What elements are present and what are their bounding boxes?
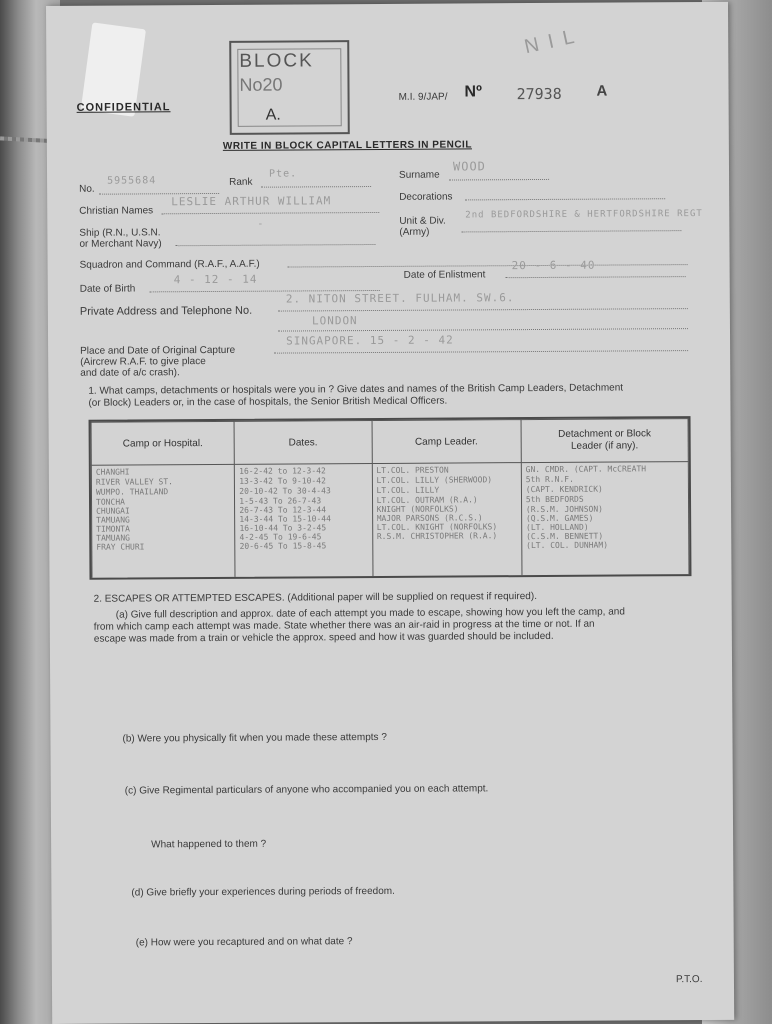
question1-line1: 1. What camps, detachments or hospitals were you in ? Give dates and names of the British Camp Leaders, Detachment [88,382,624,397]
leader-entry: LT.COL. LILLY [376,485,440,495]
question2a-line1: (a) Give full description and approx. date of each attempt you made to escape, showing how you left the camp, and [115,606,625,621]
enlistment-value: 20 - 6 - 40 [511,258,596,273]
surname-value: WOOD [452,159,486,174]
question2d: (d) Give briefly your experiences during periods of freedom. [131,885,395,899]
question2c-followup: What happened to them ? [151,838,267,851]
leader-entry: R.S.M. CHRISTOPHER (R.A.) [376,531,498,541]
question2e: (e) How were you recaptured and on what date ? [135,936,353,949]
decorations-label: Decorations [399,191,453,203]
date-entry: 13-3-42 To 9-10-42 [239,476,326,486]
address-value-line2: LONDON [311,314,358,328]
detachment-entry: 5th BEDFORDS [525,494,584,505]
leader-entry: LT.COL. LILLY (SHERWOOD) [376,475,493,485]
date-entry: 14-3-44 To 15-10-44 [239,514,331,524]
camp-entry: CHUNGAI [96,506,130,516]
block-stamp [229,40,350,135]
leader-entry: MAJOR PARSONS (R.C.S.) [376,513,483,523]
pto-label: P.T.O. [675,974,703,986]
detachment-entry: 5th R.N.F. [525,474,574,485]
christian-names-label: Christian Names [79,205,154,217]
document-number: 27938 [516,84,562,104]
detachment-entry: GN. CMDR. (CAPT. McCREATH [525,464,647,475]
capture-value: SINGAPORE. 15 - 2 - 42 [286,333,454,348]
ship-value: - [257,218,265,230]
question2-heading: 2. ESCAPES OR ATTEMPTED ESCAPES. (Additional paper will be supplied on request if required). [93,591,538,605]
camp-entry: TIMONTA [96,524,130,534]
leader-column [372,463,522,576]
document-number-suffix: A [596,82,608,100]
camp-entry: TONCHA [96,497,125,507]
pencil-mark: N I L [522,25,579,59]
dates-header: Dates. [234,421,372,465]
squadron-label: Squadron and Command (R.A.F., A.A.F.) [79,258,260,271]
unit-value: 2nd BEDFORDSHIRE & HERTFORDSHIRE REGT [465,208,703,221]
question1-line2: (or Block) Leaders or, in the case of hospitals, the Senior British Medical Officers. [88,395,448,409]
date-entry: 16-10-44 To 3-2-45 [239,523,327,533]
block-stamp-number: No20 [239,74,283,95]
ship-label: Ship (R.N., U.S.N. or Merchant Navy) [79,227,162,250]
detachment-entry: (LT. COL. DUNHAM) [526,540,609,551]
date-entry: 20-6-45 To 15-8-45 [239,541,327,551]
camp-column [91,464,235,577]
date-entry: 26-7-43 To 12-3-44 [239,505,327,515]
leader-entry: LT.COL. OUTRAM (R.A.) [376,495,478,505]
address-value: 2. NITON STREET. FULHAM. SW.6. [285,291,515,306]
camp-entry: RIVER VALLEY ST. [95,477,173,487]
christian-names-value: LESLIE ARTHUR WILLIAM [171,194,332,209]
mi-reference: M.I. 9/JAP/ [398,91,448,103]
detachment-column [521,462,689,576]
camp-entry: FRAY CHURI [96,542,145,552]
detachment-entry: (C.S.M. BENNETT) [526,531,604,542]
detachment-entry: (R.S.M. JOHNSON) [525,504,603,515]
date-entry: 16-2-42 to 12-3-42 [239,466,326,476]
date-entry: 1-5-43 To 26-7-43 [239,496,322,506]
detachment-header: Detachment or Block Leader (if any). [521,419,688,463]
pencil-instruction: WRITE IN BLOCK CAPITAL LETTERS IN PENCIL [222,139,472,152]
surname-label: Surname [399,169,440,181]
date-entry: 4-2-45 To 19-6-45 [239,532,322,542]
detachment-entry: (Q.S.M. GAMES) [525,513,594,524]
camp-entry: TAMUANG [96,533,130,543]
rank-label: Rank [229,176,253,188]
camp-entry: WUMPO. THAILAND [95,487,169,497]
dob-value: 4 - 12 - 14 [173,272,258,287]
question2a-line2: from which camp each attempt was made. State whether there was an air-raid in progress at the time or not. If an [93,618,595,633]
unit-label: Unit & Div. (Army) [399,215,446,238]
number-prefix: Nº [464,83,482,101]
no-label: No. [79,183,95,195]
camp-header: Camp or Hospital. [91,421,235,465]
leader-entry: LT.COL. KNIGHT (NORFOLKS) [376,522,498,532]
address-label: Private Address and Telephone No. [79,304,253,318]
question2b: (b) Were you physically fit when you made these attempts ? [122,731,387,745]
leader-header: Camp Leader. [372,420,522,464]
form-page [46,2,734,1024]
block-stamp-letter: A. [265,106,281,124]
leader-entry: LT.COL. PRESTON [376,465,449,475]
camp-entry: CHANGHI [95,467,130,477]
camp-entry: TAMUANG [96,515,130,525]
confidential-label: CONFIDENTIAL [76,101,171,114]
enlistment-label: Date of Enlistment [403,269,486,281]
dob-label: Date of Birth [79,283,136,295]
block-stamp-title: BLOCK [239,50,314,72]
detachment-entry: (LT. HOLLAND) [525,522,589,533]
detachment-entry: (CAPT. KENDRICK) [525,484,603,495]
question2c: (c) Give Regimental particulars of anyone who accompanied you on each attempt. [124,783,489,797]
date-entry: 20-10-42 To 30-4-43 [239,486,331,496]
question2a-line3: escape was made from a train or vehicle the approx. speed and how it was guarded should be included. [93,630,554,645]
no-value: 5955684 [107,175,157,187]
capture-label: Place and Date of Original Capture (Aircrew R.A.F. to give place and date of a/c crash). [80,344,236,379]
dates-column [235,464,373,577]
rank-value: Pte. [268,168,298,180]
camp-table [89,416,692,580]
leader-entry: KNIGHT (NORFOLKS) [376,504,459,514]
